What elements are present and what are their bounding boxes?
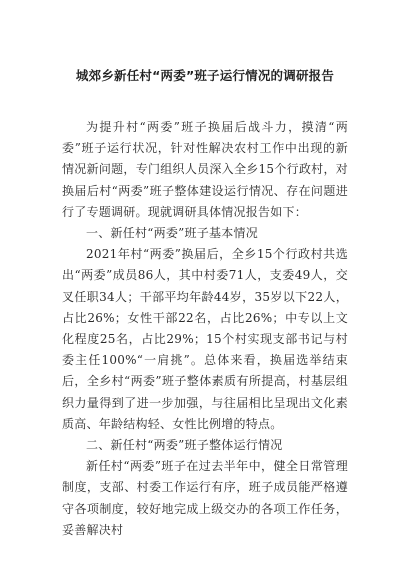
section-paragraph-basic-info: 2021年村“两委”换届后，全乡15个行政村共选出“两委”成员86人，其中村委71人，支委49人，交叉任职34人；干部平均年龄44岁，35岁以下22人，占比26%；女性干部22名，占比26%；中专以上文化程度25名，占比29%；15个村实现支部书记与村委主任100%“一肩挑”。总体来看，换届选举结束后，全乡村“两委”班子整体素质有所提高，村基层组织力量得到了进一步加强，与往届相比呈现出文化素质高、年龄结构轻、女性比例增的特点。 [62, 247, 348, 431]
section-heading-basic-info: 一、新任村“两委”班子基本情况 [86, 226, 259, 241]
section-heading-operation: 二、新任村“两委”班子整体运行情况 [86, 438, 283, 453]
document-title: 城郊乡新任村“两委”班子运行情况的调研报告 [75, 68, 335, 83]
intro-paragraph: 为提升村“两委”班子换届后战斗力，摸清“两委”班子运行状况，针对性解决农村工作中出现的新情况新问题，专门组织人员深入全乡15个行政村，对换届后村“两委”班子整体建设运行情况、存在问题进行了专题调研。现就调研具体情况报告如下： [62, 120, 348, 219]
document-body [62, 117, 348, 541]
section-paragraph-operation: 新任村“两委”班子在过去半年中，健全日常管理制度，支部、村委工作运行有序，班子成员能严格遵守各项制度，较好地完成上级交办的各项工作任务，妥善解决村 [62, 459, 348, 537]
